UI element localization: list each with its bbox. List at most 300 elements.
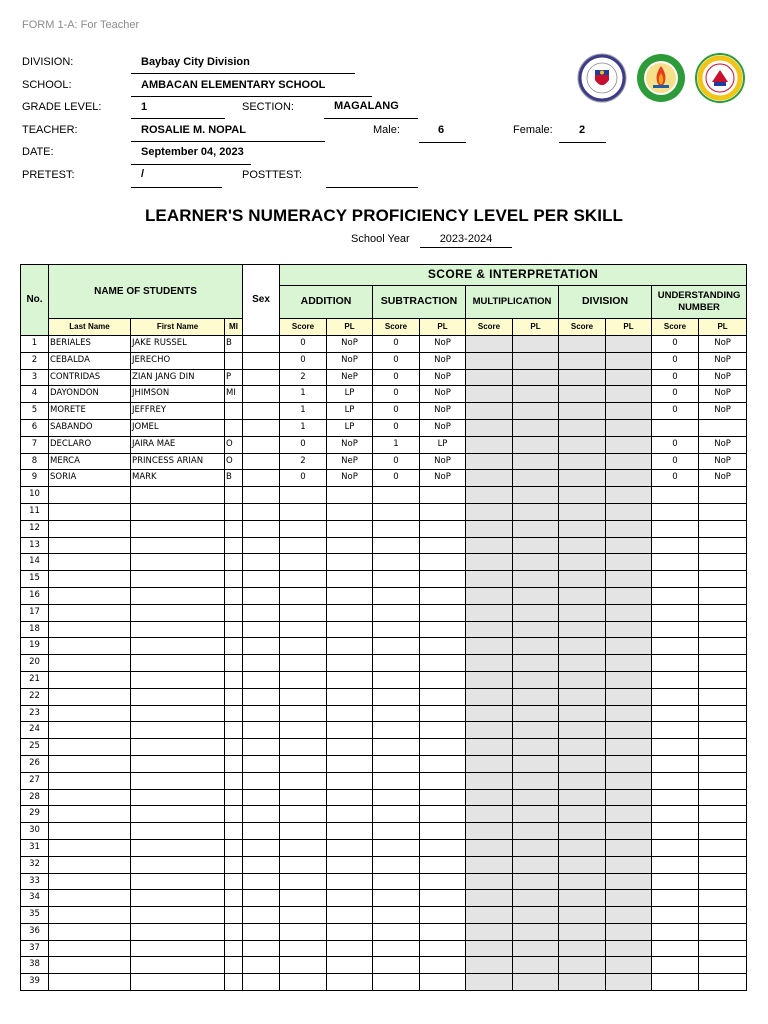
addition-pl-cell (327, 974, 373, 991)
addition-score-cell (280, 671, 327, 688)
first-name-cell: JHIMSON (131, 386, 225, 403)
last-name-cell (49, 655, 131, 672)
subtraction-pl-cell: NoP (420, 369, 466, 386)
last-name-cell (49, 587, 131, 604)
posttest-underline (326, 187, 418, 188)
addition-pl-cell (327, 739, 373, 756)
division-score-cell (559, 453, 606, 470)
multiplication-pl-cell (513, 839, 559, 856)
multiplication-pl-cell (513, 571, 559, 588)
sex-cell (243, 957, 280, 974)
multiplication-score-cell (466, 638, 513, 655)
last-name-cell (49, 638, 131, 655)
subtraction-pl-cell (420, 789, 466, 806)
sex-cell (243, 873, 280, 890)
row-number: 16 (21, 587, 49, 604)
understanding-score-cell (652, 890, 699, 907)
addition-pl-cell (327, 873, 373, 890)
understanding-score-cell (652, 907, 699, 924)
multiplication-score-cell (466, 671, 513, 688)
last-name-cell (49, 755, 131, 772)
addition-score-cell (280, 722, 327, 739)
sex-cell (243, 856, 280, 873)
last-name-cell (49, 839, 131, 856)
first-name-cell (131, 823, 225, 840)
subtraction-score-cell (373, 907, 420, 924)
subtraction-score-cell (373, 789, 420, 806)
row-number: 23 (21, 705, 49, 722)
table-row (21, 722, 747, 739)
understanding-pl-cell: NoP (699, 336, 747, 353)
last-name-cell (49, 957, 131, 974)
grade-underline (131, 118, 225, 119)
multiplication-pl-cell (513, 755, 559, 772)
understanding-score-cell: 0 (652, 369, 699, 386)
understanding-pl-cell (699, 655, 747, 672)
table-row (21, 923, 747, 940)
first-name-cell (131, 873, 225, 890)
understanding-score-cell (652, 638, 699, 655)
multiplication-pl-cell (513, 772, 559, 789)
table-row (21, 503, 747, 520)
addition-score-cell (280, 856, 327, 873)
division-score-cell (559, 352, 606, 369)
subtraction-pl-cell: NoP (420, 419, 466, 436)
understanding-pl-cell (699, 487, 747, 504)
row-number: 17 (21, 604, 49, 621)
mi-cell (225, 403, 243, 420)
female-value: 2 (579, 124, 586, 136)
understanding-score-cell (652, 503, 699, 520)
table-row (21, 604, 747, 621)
division-score-cell (559, 487, 606, 504)
division-score-cell (559, 688, 606, 705)
sex-cell (243, 587, 280, 604)
multiplication-score-cell (466, 873, 513, 890)
division-pl-cell (606, 638, 652, 655)
division-score-cell (559, 957, 606, 974)
subtraction-score-cell: 0 (373, 470, 420, 487)
addition-score-cell (280, 739, 327, 756)
sex-cell (243, 604, 280, 621)
first-name-cell: JAKE RUSSEL (131, 336, 225, 353)
subtraction-pl-cell (420, 940, 466, 957)
subtraction-score-cell (373, 890, 420, 907)
subtraction-score-cell (373, 554, 420, 571)
row-number: 35 (21, 907, 49, 924)
division-score-cell (559, 974, 606, 991)
female-underline (559, 142, 606, 143)
multiplication-pl-cell (513, 604, 559, 621)
multiplication-score-cell (466, 621, 513, 638)
subtraction-pl-cell (420, 621, 466, 638)
understanding-score-cell (652, 671, 699, 688)
mi-cell (225, 856, 243, 873)
subtraction-score-cell (373, 839, 420, 856)
table-row (21, 554, 747, 571)
first-name-cell (131, 789, 225, 806)
subtraction-pl-cell (420, 520, 466, 537)
mi-cell (225, 839, 243, 856)
addition-score-cell: 2 (280, 369, 327, 386)
addition-pl-cell (327, 722, 373, 739)
no-header: No. (21, 265, 49, 336)
sex-cell (243, 453, 280, 470)
understanding-score-cell (652, 655, 699, 672)
understanding-score-cell: 0 (652, 336, 699, 353)
multiplication-pl-cell (513, 369, 559, 386)
addition-pl-cell: NoP (327, 470, 373, 487)
division-pl-cell (606, 453, 652, 470)
understanding-score-cell (652, 923, 699, 940)
row-number: 18 (21, 621, 49, 638)
subtraction-score-cell: 0 (373, 419, 420, 436)
subtraction-score-cell (373, 755, 420, 772)
division-pl-cell (606, 823, 652, 840)
understanding-score-cell: 0 (652, 453, 699, 470)
sex-cell (243, 772, 280, 789)
understanding-pl-cell (699, 772, 747, 789)
mi-cell (225, 890, 243, 907)
subtraction-pl-cell (420, 655, 466, 672)
last-name-cell (49, 856, 131, 873)
multiplication-score-cell (466, 587, 513, 604)
subtraction-pl-cell (420, 873, 466, 890)
table-row (21, 688, 747, 705)
mi-cell (225, 520, 243, 537)
understanding-score-cell (652, 823, 699, 840)
sex-cell (243, 839, 280, 856)
first-name-cell (131, 688, 225, 705)
addition-score-cell: 0 (280, 352, 327, 369)
division-pl-cell (606, 671, 652, 688)
subtraction-score-cell (373, 503, 420, 520)
first-name-cell (131, 907, 225, 924)
subtraction-pl-cell (420, 705, 466, 722)
multiplication-score-cell (466, 839, 513, 856)
subtraction-pl-cell (420, 806, 466, 823)
mi-cell (225, 621, 243, 638)
first-name-cell (131, 587, 225, 604)
sex-cell (243, 621, 280, 638)
sex-cell (243, 823, 280, 840)
multiplication-pl-cell (513, 705, 559, 722)
understanding-pl-cell (699, 571, 747, 588)
division-pl-cell (606, 470, 652, 487)
last-name-cell (49, 890, 131, 907)
understanding-pl-cell: NoP (699, 386, 747, 403)
subtraction-score-cell: 1 (373, 436, 420, 453)
addition-pl-cell (327, 621, 373, 638)
division-score-cell (559, 907, 606, 924)
school-label: SCHOOL: (22, 79, 72, 91)
addition-score-cell (280, 638, 327, 655)
mi-cell: O (225, 453, 243, 470)
division-label: DIVISION: (22, 56, 74, 68)
row-number: 34 (21, 890, 49, 907)
understanding-pl-cell (699, 839, 747, 856)
table-row (21, 470, 747, 487)
row-number: 27 (21, 772, 49, 789)
mi-cell (225, 638, 243, 655)
multiplication-pl-cell (513, 655, 559, 672)
proficiency-table (20, 264, 747, 991)
school-value: AMBACAN ELEMENTARY SCHOOL (141, 79, 326, 91)
deped-seal-icon (578, 54, 626, 102)
row-number: 33 (21, 873, 49, 890)
multiplication-pl-cell (513, 453, 559, 470)
division-score-cell (559, 739, 606, 756)
row-number: 20 (21, 655, 49, 672)
multiplication-score-cell (466, 755, 513, 772)
multiplication-pl-cell (513, 487, 559, 504)
addition-score-cell (280, 923, 327, 940)
addition-pl-cell: NeP (327, 369, 373, 386)
multiplication-pl-cell (513, 890, 559, 907)
table-row (21, 537, 747, 554)
division-pl-cell (606, 688, 652, 705)
division-pl-cell (606, 503, 652, 520)
subtraction-score-cell (373, 940, 420, 957)
addition-score-cell (280, 789, 327, 806)
mi-cell: B (225, 470, 243, 487)
subtraction-score-cell (373, 587, 420, 604)
multiplication-score-cell (466, 554, 513, 571)
sex-cell (243, 419, 280, 436)
multiplication-score-cell (466, 772, 513, 789)
understanding-pl-cell (699, 554, 747, 571)
row-number: 22 (21, 688, 49, 705)
multiplication-pl-cell (513, 856, 559, 873)
division-pl-cell (606, 755, 652, 772)
table-row (21, 336, 747, 353)
multiplication-score-cell (466, 537, 513, 554)
sex-cell (243, 487, 280, 504)
understanding-pl-cell (699, 873, 747, 890)
multiplication-score-cell (466, 520, 513, 537)
table-row (21, 705, 747, 722)
subtraction-score-cell (373, 537, 420, 554)
understanding-pl-cell: NoP (699, 453, 747, 470)
division-pl-cell (606, 890, 652, 907)
division-pl-cell (606, 403, 652, 420)
table-row (21, 974, 747, 991)
subtraction-score-cell: 0 (373, 403, 420, 420)
sex-cell (243, 806, 280, 823)
division-pl-cell (606, 722, 652, 739)
multiplication-pl-cell (513, 470, 559, 487)
last-name-cell: MORETE (49, 403, 131, 420)
understanding-score-cell (652, 688, 699, 705)
first-name-subheader: First Name (131, 319, 225, 336)
addition-pl-cell (327, 789, 373, 806)
division-score-cell (559, 554, 606, 571)
school-underline (131, 96, 372, 97)
division-pl-cell (606, 386, 652, 403)
score-interpretation-header: SCORE & INTERPRETATION (280, 265, 747, 286)
addition-score-cell (280, 806, 327, 823)
addition-pl-subheader: PL (327, 319, 373, 336)
last-name-cell: MERCA (49, 453, 131, 470)
addition-pl-cell (327, 520, 373, 537)
multiplication-pl-cell (513, 671, 559, 688)
mi-cell (225, 554, 243, 571)
subtraction-score-cell (373, 688, 420, 705)
understanding-pl-cell (699, 755, 747, 772)
table-row (21, 352, 747, 369)
addition-score-cell: 0 (280, 436, 327, 453)
division-score-cell (559, 839, 606, 856)
sex-cell (243, 369, 280, 386)
understanding-pl-cell (699, 806, 747, 823)
addition-pl-cell: NeP (327, 453, 373, 470)
row-number: 10 (21, 487, 49, 504)
table-row (21, 806, 747, 823)
addition-score-cell (280, 873, 327, 890)
understanding-score-cell: 0 (652, 470, 699, 487)
multiplication-score-cell (466, 739, 513, 756)
division-score-cell (559, 705, 606, 722)
division-pl-cell (606, 554, 652, 571)
multiplication-pl-cell (513, 621, 559, 638)
subtraction-score-cell (373, 739, 420, 756)
subtraction-score-cell (373, 873, 420, 890)
subtraction-pl-cell (420, 823, 466, 840)
table-row (21, 856, 747, 873)
subtraction-pl-cell (420, 638, 466, 655)
last-name-cell (49, 923, 131, 940)
last-name-cell (49, 772, 131, 789)
division-score-cell (559, 503, 606, 520)
division-pl-cell (606, 655, 652, 672)
first-name-cell (131, 739, 225, 756)
eastern-visayas-seal-icon (637, 54, 685, 102)
understanding-pl-cell (699, 537, 747, 554)
row-number: 39 (21, 974, 49, 991)
understanding-pl-cell (699, 638, 747, 655)
mi-cell (225, 537, 243, 554)
first-name-cell (131, 487, 225, 504)
sex-cell (243, 739, 280, 756)
subtraction-score-cell: 0 (373, 453, 420, 470)
school-year-value: 2023-2024 (439, 233, 493, 245)
subtraction-score-cell (373, 823, 420, 840)
division-pl-cell (606, 856, 652, 873)
division-score-cell (559, 873, 606, 890)
division-pl-cell (606, 571, 652, 588)
division-score-cell (559, 655, 606, 672)
mi-cell (225, 755, 243, 772)
mi-cell (225, 873, 243, 890)
multiplication-pl-cell (513, 587, 559, 604)
table-row (21, 369, 747, 386)
subtraction-score-cell (373, 705, 420, 722)
multiplication-pl-cell (513, 688, 559, 705)
subtraction-score-cell: 0 (373, 352, 420, 369)
division-pl-cell (606, 587, 652, 604)
multiplication-score-cell (466, 823, 513, 840)
row-number: 12 (21, 520, 49, 537)
mi-cell (225, 352, 243, 369)
understanding-score-cell: 0 (652, 403, 699, 420)
last-name-cell (49, 604, 131, 621)
last-name-cell: CEBALDA (49, 352, 131, 369)
table-row (21, 671, 747, 688)
subtraction-pl-cell (420, 839, 466, 856)
subtraction-pl-cell: NoP (420, 336, 466, 353)
last-name-cell: DECLARO (49, 436, 131, 453)
table-row (21, 487, 747, 504)
subtraction-pl-cell: NoP (420, 453, 466, 470)
table-row (21, 386, 747, 403)
first-name-cell: JAIRA MAE (131, 436, 225, 453)
date-underline (131, 164, 251, 165)
addition-score-cell (280, 957, 327, 974)
row-number: 28 (21, 789, 49, 806)
mi-cell (225, 671, 243, 688)
mi-cell (225, 604, 243, 621)
addition-score-cell (280, 571, 327, 588)
sex-cell (243, 571, 280, 588)
table-row (21, 839, 747, 856)
section-underline (324, 118, 418, 119)
table-row (21, 890, 747, 907)
understanding-score-cell (652, 957, 699, 974)
division-score-cell (559, 436, 606, 453)
subtraction-pl-cell (420, 739, 466, 756)
division-score-cell (559, 336, 606, 353)
subtraction-pl-cell (420, 722, 466, 739)
addition-score-cell (280, 940, 327, 957)
first-name-cell (131, 554, 225, 571)
last-name-cell (49, 537, 131, 554)
row-number: 8 (21, 453, 49, 470)
mi-cell (225, 789, 243, 806)
multiplication-score-cell (466, 487, 513, 504)
division-score-cell (559, 621, 606, 638)
last-name-cell: DAYONDON (49, 386, 131, 403)
addition-pl-cell (327, 587, 373, 604)
row-number: 26 (21, 755, 49, 772)
division-pl-cell (606, 705, 652, 722)
division-score-cell (559, 571, 606, 588)
multiplication-pl-cell (513, 739, 559, 756)
understanding-score-cell (652, 705, 699, 722)
multiplication-score-cell (466, 688, 513, 705)
multiplication-pl-cell (513, 940, 559, 957)
multiplication-score-cell (466, 957, 513, 974)
subtraction-score-cell (373, 520, 420, 537)
division-pl-cell (606, 621, 652, 638)
first-name-cell (131, 638, 225, 655)
addition-score-cell (280, 520, 327, 537)
multiplication-pl-cell (513, 336, 559, 353)
subtraction-score-cell (373, 923, 420, 940)
sex-cell (243, 940, 280, 957)
first-name-cell (131, 503, 225, 520)
last-name-cell (49, 722, 131, 739)
row-number: 14 (21, 554, 49, 571)
table-row (21, 789, 747, 806)
row-number: 36 (21, 923, 49, 940)
multiplication-pl-cell (513, 352, 559, 369)
last-name-cell: CONTRIDAS (49, 369, 131, 386)
addition-score-cell (280, 554, 327, 571)
understanding-score-cell (652, 755, 699, 772)
sex-cell (243, 974, 280, 991)
first-name-cell (131, 974, 225, 991)
subtraction-score-cell (373, 974, 420, 991)
